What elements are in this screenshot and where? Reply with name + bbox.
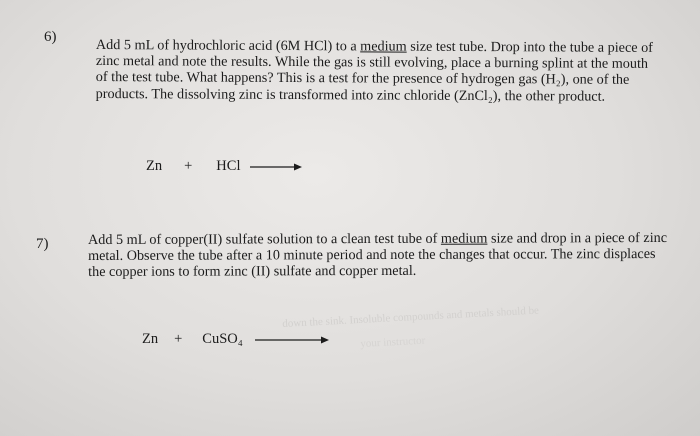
bleed-through-line-2: your instructor [360,334,426,350]
eq7-plus: + [174,331,183,347]
question-6-number: 6) [44,29,57,45]
question-6-text [96,37,656,105]
eq6-reactant-hcl: HCl [216,158,241,174]
question-7-text [88,230,668,281]
question-6-text-part1: Add 5 mL of hydrochloric acid (6M HCl) to a [95,37,361,55]
question-7-text-part2: size and drop in a piece of zinc metal. Observe the tube after a 10 minute period and note the changes that occur. The zinc displaces the copper ions to form zinc (II) sulfate and copper metal. [88,229,668,281]
eq6-plus: + [184,158,193,174]
question-7-equation [142,331,329,348]
question-6-underlined-word: medium [360,38,407,55]
eq7-reactant-cuso4: CuSO₄ [202,331,243,347]
question-6-text-part2: size test tube. Drop into the tube a piece of zinc metal and note the results. While the gas is still evolving, place a burning splint at the mouth of the test tube. What happens? This is a test for the presence of hydrogen gas (H₂), one of the products. The dissolving zinc is transformed into zinc chloride (ZnCl₂), the other product. [95,38,653,105]
question-7-text-part1: Add 5 mL of copper(II) sulfate solution to a clean test tube of [88,230,441,248]
eq6-reactant-zn: Zn [146,158,163,174]
question-7-underlined-word: medium [440,230,488,247]
bleed-through-line-1: down the sink. Insoluble compounds and metals should be [282,304,540,330]
question-6-equation [146,158,302,175]
eq7-reaction-arrow-icon [255,335,329,345]
eq7-reactant-zn: Zn [142,331,159,347]
question-7-number: 7) [36,236,49,252]
eq6-reaction-arrow-icon [250,162,302,172]
